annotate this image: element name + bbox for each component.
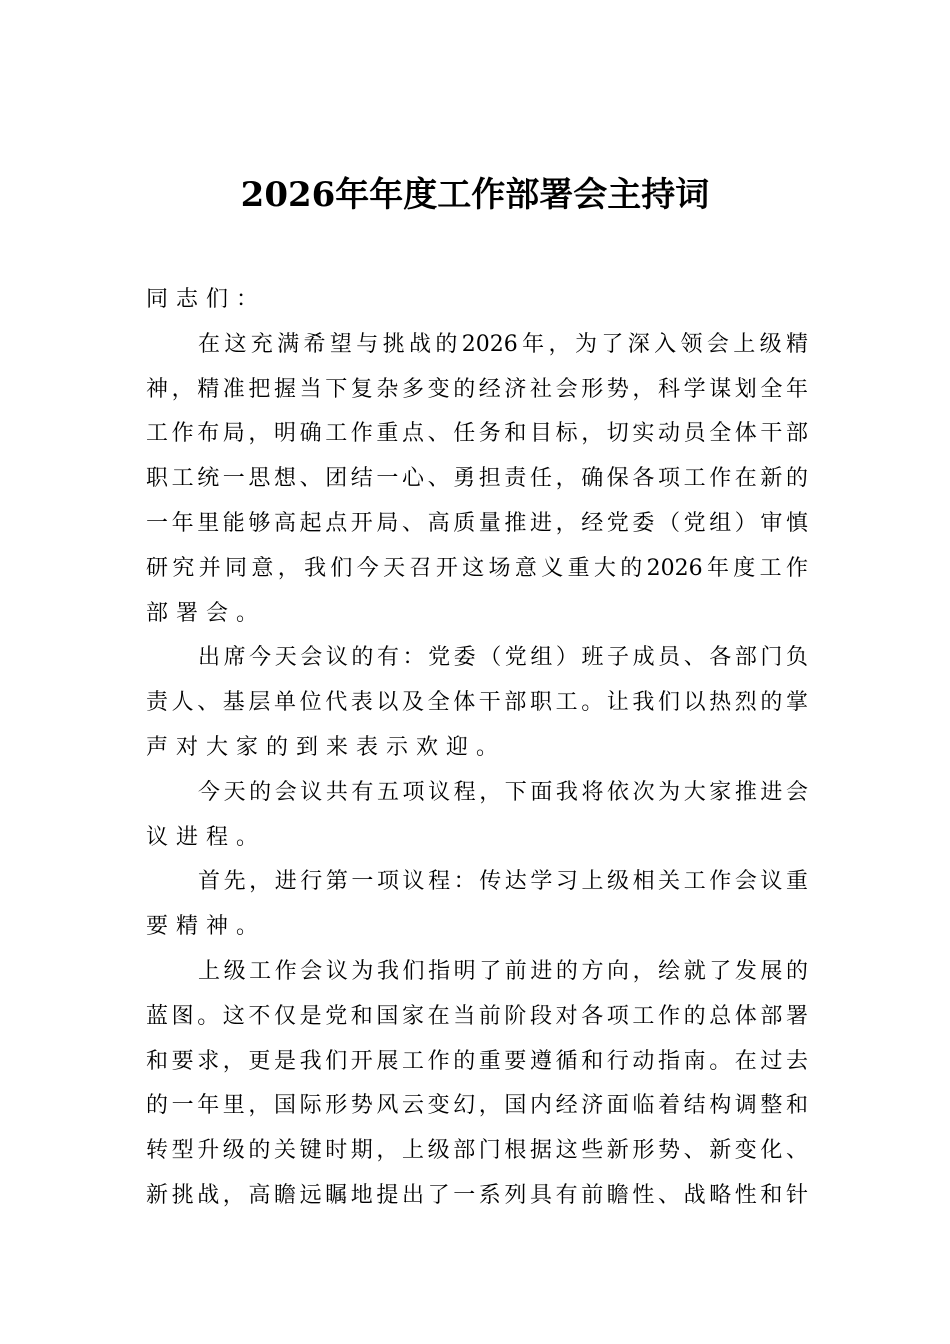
document-body xyxy=(146,278,808,1219)
text-line: 部署会。 xyxy=(146,600,267,626)
text-line: 今天的会议共有五项议程，下面我将依次为大家推进会 xyxy=(198,779,808,805)
paragraph xyxy=(146,278,808,323)
text-line: 工作布局，明确工作重点、任务和目标，切实动员全体干部 xyxy=(146,421,808,447)
text-line: 新挑战，高瞻远瞩地提出了一系列具有前瞻性、战略性和针 xyxy=(146,1182,808,1208)
text-line: 议进程。 xyxy=(146,824,267,850)
paragraph xyxy=(146,323,808,637)
text-line: 研究并同意，我们今天召开这场意义重大的2026年度工作 xyxy=(146,555,808,581)
paragraph xyxy=(146,771,808,861)
text-line: 责人、基层单位代表以及全体干部职工。让我们以热烈的掌 xyxy=(146,690,808,716)
paragraph xyxy=(146,860,808,950)
text-line: 要精神。 xyxy=(146,914,267,940)
paragraph xyxy=(146,636,808,770)
text-line: 转型升级的关键时期，上级部门根据这些新形势、新变化、 xyxy=(146,1138,808,1164)
text-line: 的一年里，国际形势风云变幻，国内经济面临着结构调整和 xyxy=(146,1093,808,1119)
text-line: 蓝图。这不仅是党和国家在当前阶段对各项工作的总体部署 xyxy=(146,1003,808,1029)
text-line: 上级工作会议为我们指明了前进的方向，绘就了发展的 xyxy=(198,958,808,984)
text-line: 同志们： xyxy=(146,287,267,312)
text-line: 和要求，更是我们开展工作的重要遵循和行动指南。在过去 xyxy=(146,1048,808,1074)
text-line: 在这充满希望与挑战的2026年，为了深入领会上级精 xyxy=(198,331,808,357)
text-line: 出席今天会议的有：党委（党组）班子成员、各部门负 xyxy=(198,645,808,671)
document-title: 2026年年度工作部署会主持词 xyxy=(240,175,710,215)
text-line: 神，精准把握当下复杂多变的经济社会形势，科学谋划全年 xyxy=(146,376,808,402)
text-line: 声对大家的到来表示欢迎。 xyxy=(146,734,507,760)
paragraph xyxy=(146,950,808,1219)
text-line: 首先，进行第一项议程：传达学习上级相关工作会议重 xyxy=(198,869,808,895)
text-line: 职工统一思想、团结一心、勇担责任，确保各项工作在新的 xyxy=(146,466,808,492)
text-line: 一年里能够高起点开局、高质量推进，经党委（党组）审慎 xyxy=(146,510,808,536)
